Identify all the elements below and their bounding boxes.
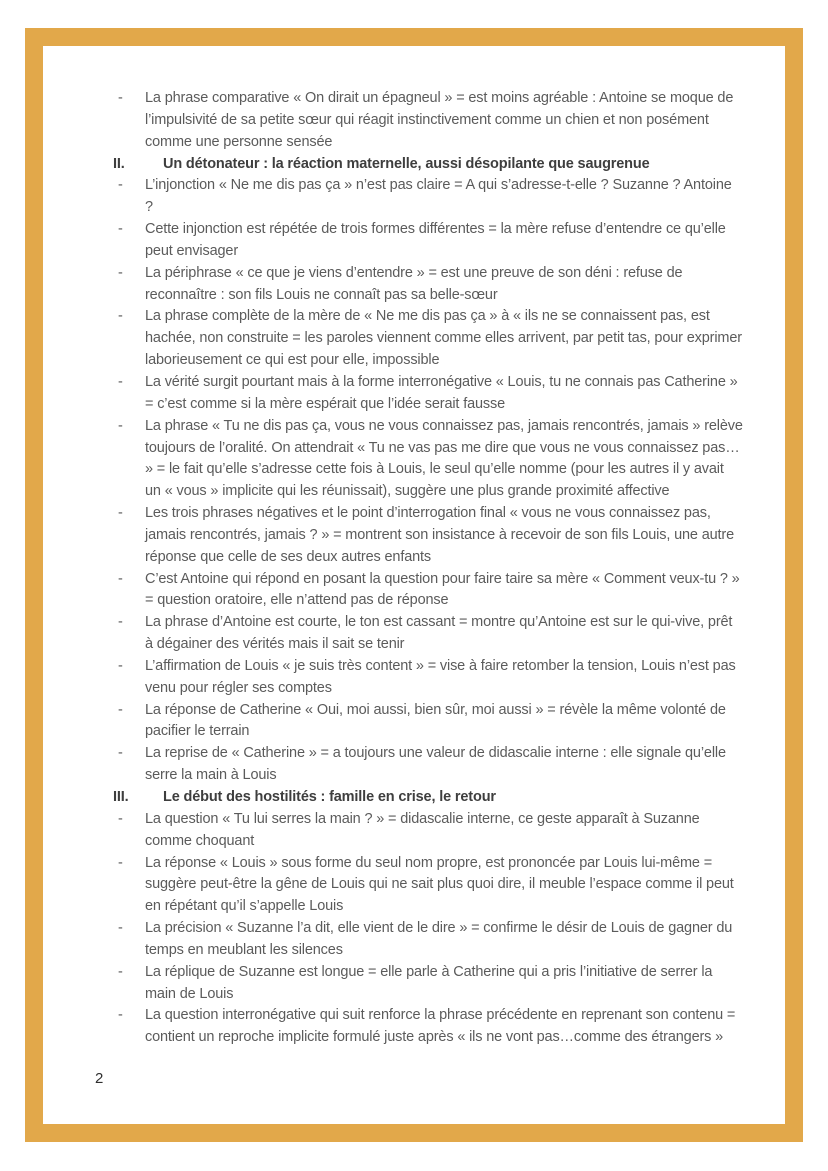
analysis-bullet (113, 372, 743, 416)
bullet-text: La question « Tu lui serres la main ? » = didascalie interne, ce geste apparaît à Suzanne comme choquant (145, 810, 700, 849)
bullet-text: La reprise de « Catherine » = a toujours une valeur de didascalie interne : elle signale qu’elle serre la main à Louis (145, 745, 726, 784)
bullet-dash: - (118, 963, 123, 980)
bullet-text: La réplique de Suzanne est longue = elle parle à Catherine qui a pris l’initiative de serrer la main de Louis (145, 963, 713, 1002)
analysis-bullet (113, 263, 743, 307)
bullet-dash: - (118, 264, 123, 281)
bullet-text: La précision « Suzanne l’a dit, elle vient de le dire » = confirme le désir de Louis de gagner du temps en meublant les silences (145, 920, 733, 958)
analysis-bullet (113, 503, 743, 569)
bullet-text: Les trois phrases négatives et le point d’interrogation final « vous ne vous connaissez pas, jamais rencontrés, jamais ? » = montrent son insistance à recevoir de son fils Louis, une autre réponse que celle de ses deux autres enfants (145, 505, 735, 565)
bullet-text: Cette injonction est répétée de trois formes différentes = la mère refuse d’entendre ce qu’elle peut envisager (145, 221, 726, 259)
bullet-text: La vérité surgit pourtant mais à la forme interronégative « Louis, tu ne connais pas Catherine » = c’est comme si la mère espérait que l’idée serait fausse (145, 373, 738, 412)
section-heading (113, 787, 743, 809)
bullet-text: La réponse de Catherine « Oui, moi aussi, bien sûr, moi aussi » = révèle la même volonté de pacifier le terrain (145, 701, 726, 740)
analysis-bullet (113, 88, 743, 154)
analysis-bullet (113, 569, 743, 613)
bullet-text: La phrase d’Antoine est courte, le ton est cassant = montre qu’Antoine est sur le qui-vive, prêt à dégainer des vérités mais il sait se tenir (145, 614, 733, 653)
bullet-dash: - (118, 505, 123, 522)
bullet-text: La phrase complète de la mère de « Ne me dis pas ça » à « ils ne se connaissent pas, est hachée, non construite = les paroles viennent comme elles arrivent, par petit tas, pour exprimer laborieusement ce qui est pour elle, impossible (145, 308, 742, 369)
section-title: Un détonateur : la réaction maternelle, aussi désopilante que saugrenue (163, 155, 650, 172)
analysis-bullet (113, 853, 743, 919)
bullet-dash: - (118, 745, 123, 762)
bullet-dash: - (118, 854, 123, 871)
bullet-dash: - (118, 570, 123, 587)
page-number: 2 (95, 1070, 104, 1087)
bullet-text: La réponse « Louis » sous forme du seul nom propre, est prononcée par Louis lui-même = suggère peut-être la gêne de Louis qui ne sait plus quoi dire, il meuble l’espace comme il peut en répétant qu’il s’appelle Louis (145, 854, 734, 915)
bullet-dash: - (118, 90, 123, 106)
analysis-bullet (113, 612, 743, 656)
bullet-dash: - (118, 1007, 123, 1024)
analysis-bullet (113, 700, 743, 744)
bullet-text: La question interronégative qui suit renforce la phrase précédente en reprenant son contenu = contient un reproche implicite formulé juste après « ils ne vont pas…comme des étrangers » (145, 1007, 736, 1046)
analysis-bullet (113, 219, 743, 263)
analysis-bullet (113, 306, 743, 372)
bullet-dash: - (118, 373, 123, 390)
bullet-dash: - (118, 920, 123, 937)
analysis-bullet (113, 656, 743, 700)
bullet-dash: - (118, 417, 123, 434)
document-content (113, 88, 743, 1049)
bullet-dash: - (118, 221, 123, 238)
section-number: II. (113, 155, 125, 172)
section-number: III. (113, 789, 129, 805)
bullet-text: L’injonction « Ne me dis pas ça » n’est pas claire = A qui s’adresse-t-elle ? Suzanne ? Antoine ? (145, 177, 732, 216)
bullet-dash: - (118, 308, 123, 325)
analysis-bullet (113, 962, 743, 1006)
section-title: Le début des hostilités : famille en crise, le retour (163, 789, 496, 805)
bullet-text: La périphrase « ce que je viens d’entendre » = est une preuve de son déni : refuse de reconnaître : son fils Louis ne connaît pas sa belle-sœur (145, 264, 683, 303)
bullet-text: La phrase « Tu ne dis pas ça, vous ne vous connaissez pas, jamais rencontrés, jamais » relève toujours de l’oralité. On attendrait « Tu ne vas pas me dire que vous ne vous connaissez pas… » = le fait qu’elle s’adresse cette fois à Louis, le seul qu’elle nomme (pour les autres il y avait un « vous » implicite qui les réunissait), suggère une plus grande proximité affective (145, 417, 743, 500)
bullet-dash: - (118, 177, 123, 194)
analysis-bullet (113, 743, 743, 787)
bullet-dash: - (118, 657, 123, 674)
bullet-dash: - (118, 810, 123, 827)
analysis-bullet (113, 918, 743, 962)
analysis-bullet (113, 1005, 743, 1049)
analysis-bullet (113, 416, 743, 503)
bullet-text: L’affirmation de Louis « je suis très content » = vise à faire retomber la tension, Louis n’est pas venu pour régler ses comptes (145, 657, 736, 696)
analysis-bullet (113, 809, 743, 853)
bullet-text: La phrase comparative « On dirait un épagneul » = est moins agréable : Antoine se moque de l’impulsivité de sa petite sœur qui réagit instinctivement comme un chien et non posément comme une personne sensée (145, 90, 734, 150)
analysis-bullet (113, 175, 743, 219)
bullet-text: C’est Antoine qui répond en posant la question pour faire taire sa mère « Comment veux-tu ? » = question oratoire, elle n’attend pas de réponse (145, 570, 740, 609)
section-heading (113, 154, 743, 176)
bullet-dash: - (118, 614, 123, 631)
bullet-dash: - (118, 701, 123, 718)
